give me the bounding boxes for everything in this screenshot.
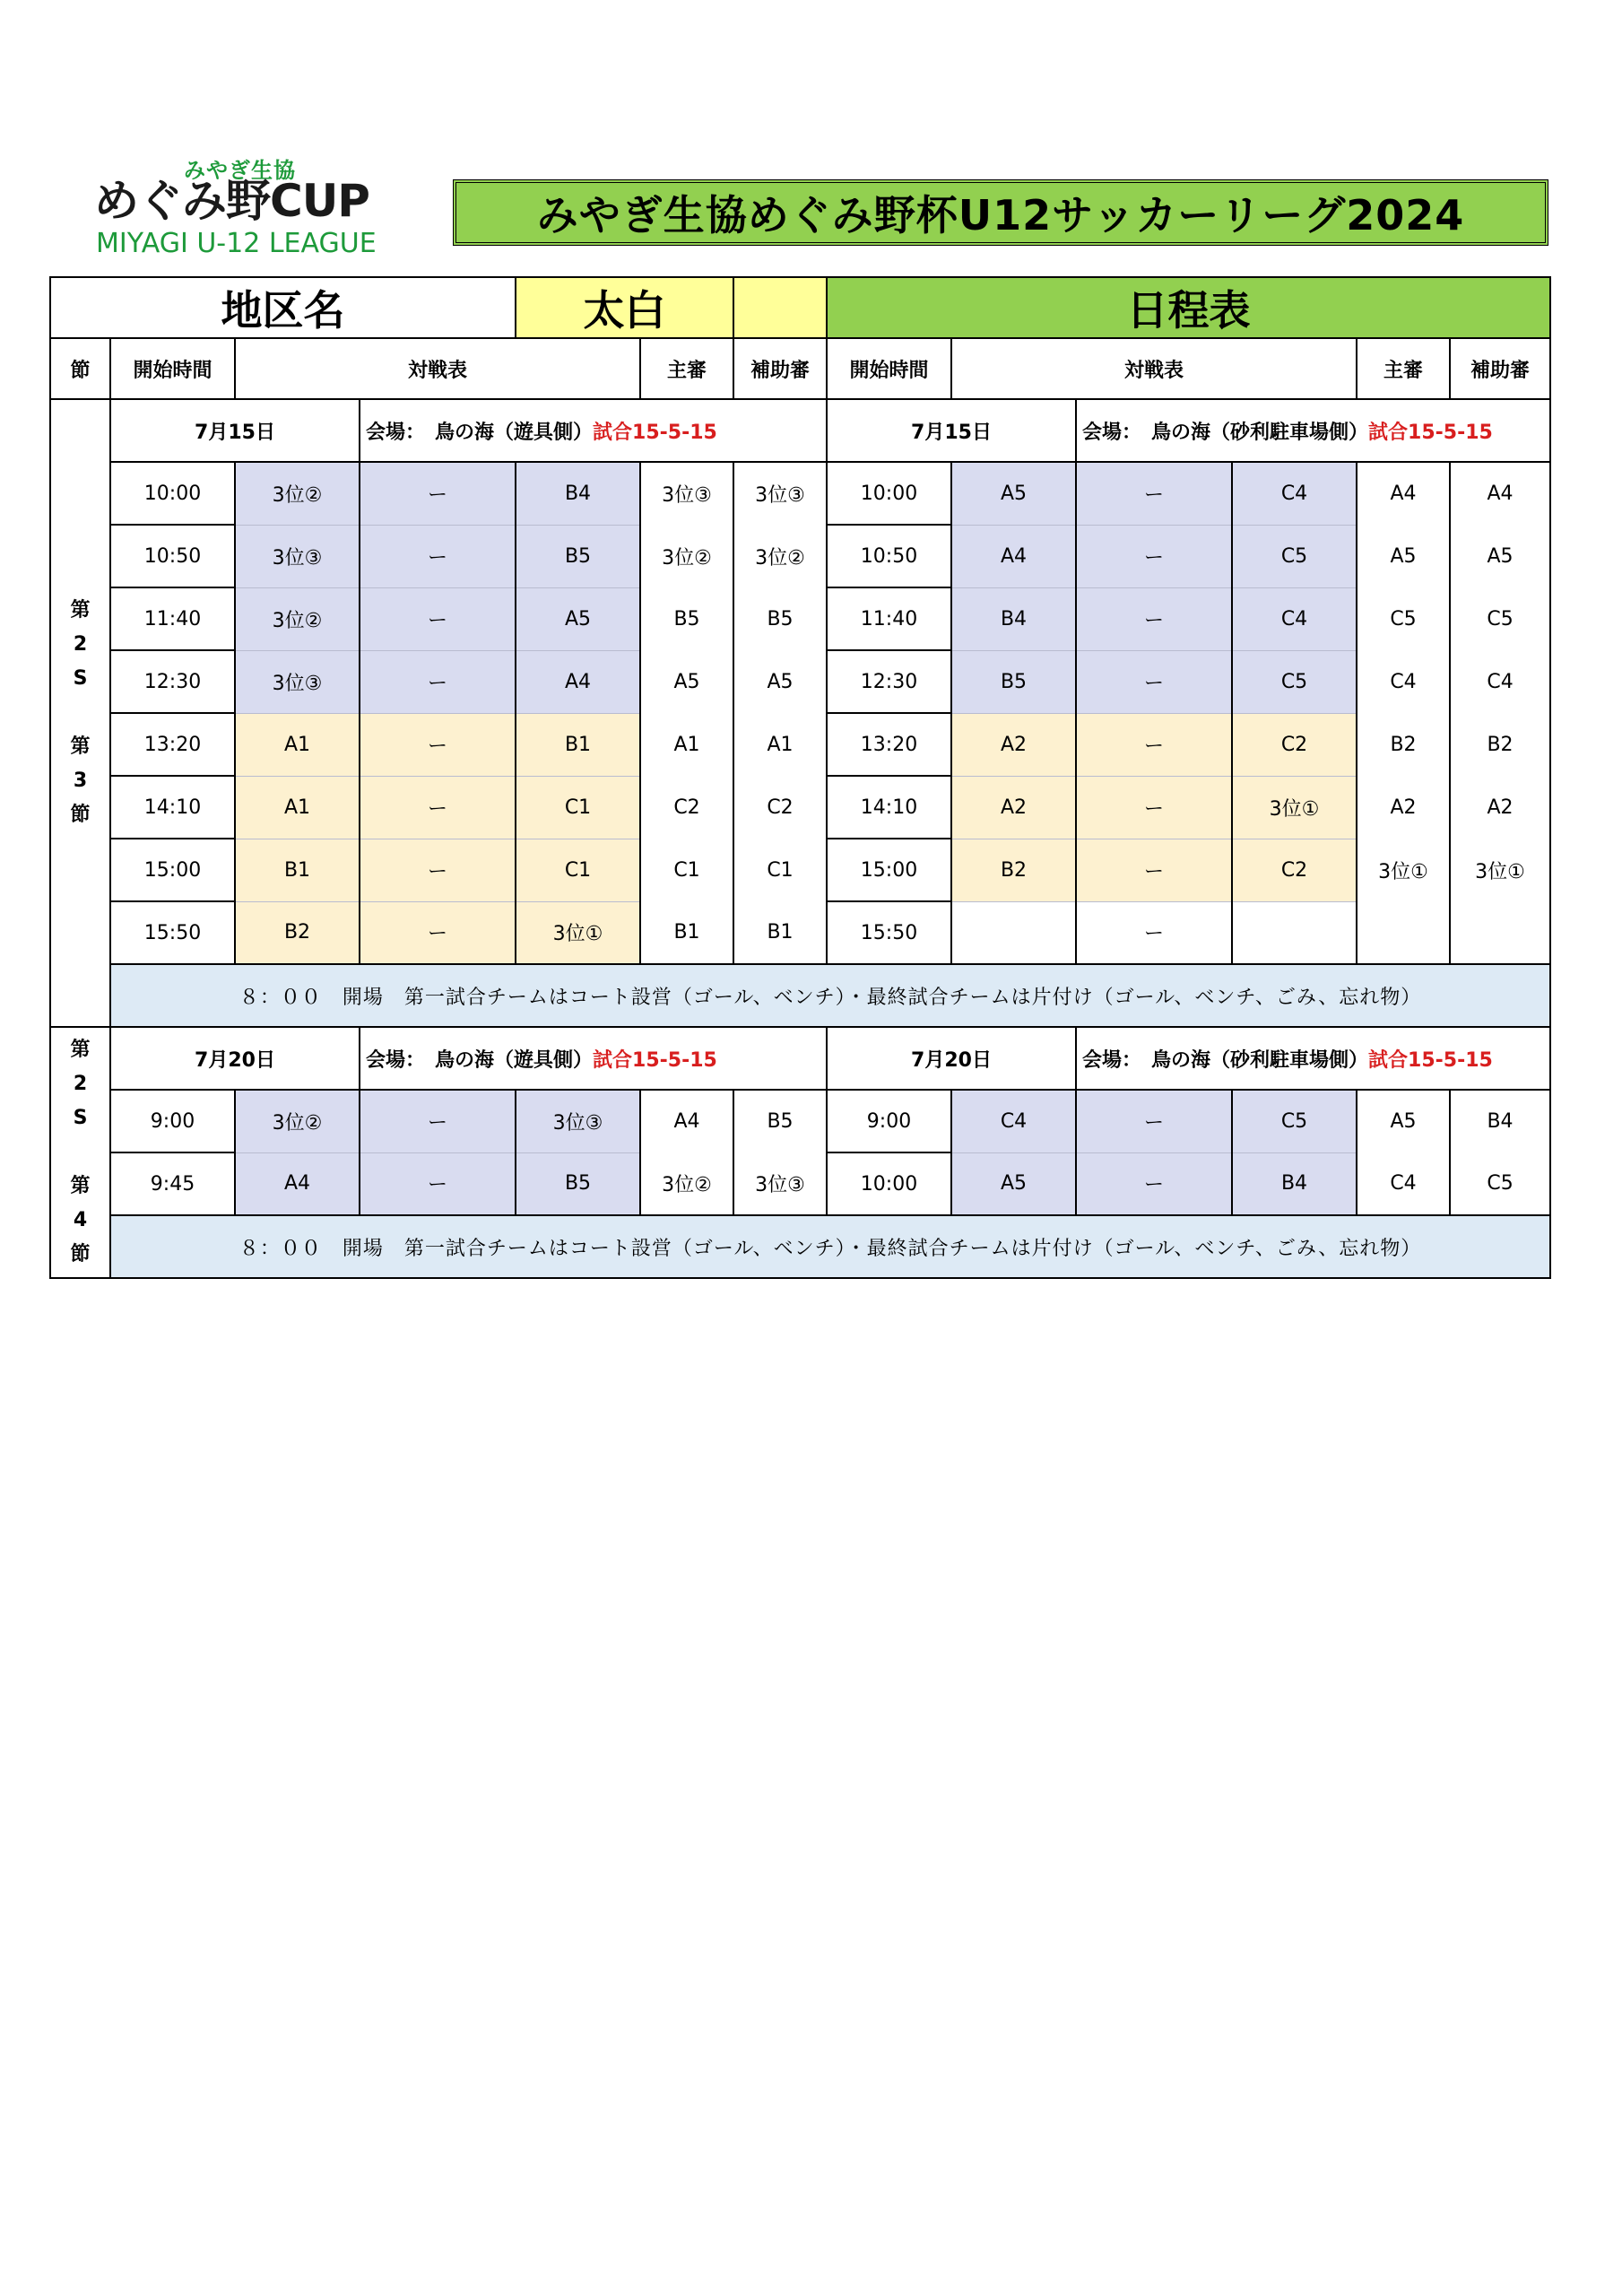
match-ast: A4: [1450, 462, 1550, 525]
match-row: [50, 713, 1550, 776]
match-row: [50, 650, 1550, 713]
match-ref: A5: [640, 650, 733, 713]
match-format: 試合15-5-15: [1368, 421, 1493, 444]
match-ref: [1357, 901, 1450, 964]
match-ref: A5: [1357, 1090, 1450, 1152]
col-matchup-right: 対戦表: [951, 338, 1357, 399]
match-time: 9:00: [827, 1090, 951, 1152]
match-away: A5: [516, 587, 640, 650]
match-time: 10:00: [110, 462, 235, 525]
match-ref: A4: [1357, 462, 1450, 525]
match-ref: C4: [1357, 650, 1450, 713]
match-ref: C1: [640, 839, 733, 901]
match-away: C5: [1232, 525, 1357, 587]
match-ast: A1: [733, 713, 827, 776]
section-label-char: 3: [73, 770, 88, 792]
match-home: A1: [235, 713, 360, 776]
section-label-char: 第: [70, 735, 91, 758]
district-value: 太白: [516, 277, 733, 338]
match-away: A4: [516, 650, 640, 713]
match-time: 13:20: [827, 713, 951, 776]
match-home: 3位②: [235, 462, 360, 525]
match-ref: B1: [640, 901, 733, 964]
match-away: C5: [1232, 650, 1357, 713]
match-home: A1: [235, 776, 360, 839]
district-row: [50, 277, 1550, 338]
col-start-time-left: 開始時間: [110, 338, 235, 399]
match-vs: ー: [1076, 776, 1232, 839]
match-ast: A2: [1450, 776, 1550, 839]
match-away: C1: [516, 776, 640, 839]
logo-cup-text-a: めぐみ: [94, 175, 226, 227]
match-ref: C5: [1357, 587, 1450, 650]
match-home: C4: [951, 1090, 1076, 1152]
section-label-char: [51, 1135, 109, 1170]
venue-name: 鳥の海（遊具側）: [435, 421, 594, 444]
district-label: 地区名: [50, 277, 516, 338]
match-ast: 3位②: [733, 525, 827, 587]
section-label-char: 第: [70, 1039, 91, 1061]
match-vs: ー: [360, 1090, 516, 1152]
match-away: C4: [1232, 587, 1357, 650]
match-vs: ー: [360, 587, 516, 650]
match-ast: C5: [1450, 1152, 1550, 1215]
match-home: A5: [951, 1152, 1076, 1215]
match-ref: B2: [1357, 713, 1450, 776]
match-ref: C2: [640, 776, 733, 839]
match-ast: C4: [1450, 650, 1550, 713]
section-label-char: 4: [73, 1209, 88, 1231]
section-label: [50, 399, 110, 1027]
match-vs: ー: [1076, 1090, 1232, 1152]
opening-note: ８：００ 開場 第一試合チームはコート設営（ゴール、ベンチ）・最終試合チームは片付け（ゴール、ベンチ、ごみ、忘れ物）: [110, 964, 1550, 1027]
match-away: 3位①: [1232, 776, 1357, 839]
match-time: 15:00: [827, 839, 951, 901]
section-label-char: 2: [73, 1073, 88, 1095]
schedule-sheet: [49, 276, 1549, 1279]
date-right: 7月15日: [827, 399, 1076, 462]
match-home: B2: [951, 839, 1076, 901]
district-extra: [733, 277, 827, 338]
match-home: A5: [951, 462, 1076, 525]
section-label-char: S: [73, 667, 88, 690]
page-title: みやぎ生協めぐみ野杯U12サッカーリーグ2024: [536, 191, 1465, 239]
match-time: 12:30: [110, 650, 235, 713]
match-time: 14:10: [827, 776, 951, 839]
match-home: B2: [235, 901, 360, 964]
match-home: B5: [951, 650, 1076, 713]
match-ast: B2: [1450, 713, 1550, 776]
match-row: [50, 1090, 1550, 1152]
match-row: [50, 587, 1550, 650]
match-home: 3位②: [235, 587, 360, 650]
schedule-label: 日程表: [827, 277, 1550, 338]
match-row: [50, 462, 1550, 525]
logo-cup-text-b: 野CUP: [226, 175, 369, 227]
match-time: 11:40: [827, 587, 951, 650]
match-away: B5: [516, 1152, 640, 1215]
venue-label: 会場：: [1082, 421, 1132, 444]
match-ref: 3位②: [640, 1152, 733, 1215]
match-vs: ー: [1076, 1152, 1232, 1215]
match-vs: ー: [1076, 462, 1232, 525]
match-home: A4: [235, 1152, 360, 1215]
match-away: 3位③: [516, 1090, 640, 1152]
logo-league-text: MIYAGI U-12 LEAGUE: [96, 228, 377, 259]
col-referee-left: 主審: [640, 338, 733, 399]
col-assistant-left: 補助審: [733, 338, 827, 399]
match-home: [951, 901, 1076, 964]
match-away: B4: [516, 462, 640, 525]
match-ast: B1: [733, 901, 827, 964]
col-section: 節: [50, 338, 110, 399]
match-ast: C1: [733, 839, 827, 901]
match-away: C1: [516, 839, 640, 901]
match-home: 3位③: [235, 650, 360, 713]
match-home: B1: [235, 839, 360, 901]
match-home: A2: [951, 776, 1076, 839]
match-home: A4: [951, 525, 1076, 587]
match-time: 15:50: [110, 901, 235, 964]
section-label-char: S: [73, 1107, 88, 1129]
match-ast: C5: [1450, 587, 1550, 650]
venue-right: [1076, 399, 1550, 462]
match-time: 12:30: [827, 650, 951, 713]
venue-gap: [415, 422, 435, 444]
match-ast: B4: [1450, 1090, 1550, 1152]
venue-gap: [1132, 1049, 1151, 1072]
match-ref: 3位②: [640, 525, 733, 587]
match-time: 10:00: [827, 462, 951, 525]
page-title-box: [453, 179, 1548, 246]
match-row: [50, 525, 1550, 587]
match-away: B5: [516, 525, 640, 587]
logo-coop-text: みやぎ生協: [184, 158, 296, 183]
venue-label: 会場：: [366, 421, 416, 444]
opening-note: ８：００ 開場 第一試合チームはコート設営（ゴール、ベンチ）・最終試合チームは片付け（ゴール、ベンチ、ごみ、忘れ物）: [110, 1215, 1550, 1278]
section-label-char: [51, 696, 109, 730]
match-format: 試合15-5-15: [593, 1048, 717, 1072]
match-ast: [1450, 901, 1550, 964]
match-row: [50, 901, 1550, 964]
match-row: [50, 839, 1550, 901]
match-row: [50, 776, 1550, 839]
col-matchup-left: 対戦表: [235, 338, 640, 399]
venue-row: [50, 399, 1550, 462]
match-vs: ー: [360, 525, 516, 587]
match-ref: B5: [640, 587, 733, 650]
section-label-char: 2: [73, 633, 88, 656]
match-ref: A2: [1357, 776, 1450, 839]
match-format: 試合15-5-15: [1368, 1048, 1493, 1072]
section-label: [50, 1027, 110, 1278]
match-time: 15:00: [110, 839, 235, 901]
venue-name: 鳥の海（遊具側）: [435, 1048, 594, 1072]
match-vs: ー: [1076, 713, 1232, 776]
match-away: B1: [516, 713, 640, 776]
match-away: B4: [1232, 1152, 1357, 1215]
match-vs: ー: [360, 1152, 516, 1215]
match-ast: B5: [733, 1090, 827, 1152]
date-left: 7月15日: [110, 399, 360, 462]
match-vs: ー: [1076, 650, 1232, 713]
match-away: 3位①: [516, 901, 640, 964]
match-ref: C4: [1357, 1152, 1450, 1215]
match-vs: ー: [360, 650, 516, 713]
match-format: 試合15-5-15: [593, 421, 717, 444]
date-left: 7月20日: [110, 1027, 360, 1090]
match-ast: 3位③: [733, 462, 827, 525]
match-vs: ー: [1076, 525, 1232, 587]
match-vs: ー: [1076, 901, 1232, 964]
match-vs: ー: [360, 713, 516, 776]
match-ref: A1: [640, 713, 733, 776]
venue-label: 会場：: [1082, 1048, 1132, 1072]
match-away: C2: [1232, 713, 1357, 776]
match-home: B4: [951, 587, 1076, 650]
match-away: C2: [1232, 839, 1357, 901]
date-right: 7月20日: [827, 1027, 1076, 1090]
venue-left: [360, 1027, 827, 1090]
venue-label: 会場：: [366, 1048, 416, 1072]
match-vs: ー: [360, 901, 516, 964]
match-time: 10:00: [827, 1152, 951, 1215]
section-label-char: 第: [70, 599, 91, 622]
col-assistant-right: 補助審: [1450, 338, 1550, 399]
match-time: 9:00: [110, 1090, 235, 1152]
match-ref: 3位①: [1357, 839, 1450, 901]
schedule-table: [49, 276, 1551, 1279]
venue-gap: [1132, 422, 1151, 444]
match-ast: A5: [733, 650, 827, 713]
match-ast: A5: [1450, 525, 1550, 587]
col-start-time-right: 開始時間: [827, 338, 951, 399]
match-away: C5: [1232, 1090, 1357, 1152]
match-home: 3位③: [235, 525, 360, 587]
match-ast: C2: [733, 776, 827, 839]
match-vs: ー: [360, 776, 516, 839]
match-away: C4: [1232, 462, 1357, 525]
match-ast: 3位①: [1450, 839, 1550, 901]
venue-right: [1076, 1027, 1550, 1090]
logo-cup-text: [94, 176, 369, 226]
match-vs: ー: [360, 839, 516, 901]
venue-row: [50, 1027, 1550, 1090]
match-time: 15:50: [827, 901, 951, 964]
match-vs: ー: [1076, 587, 1232, 650]
column-header-row: [50, 338, 1550, 399]
league-logo: [94, 152, 381, 260]
match-home: A2: [951, 713, 1076, 776]
match-ref: A4: [640, 1090, 733, 1152]
match-ref: A5: [1357, 525, 1450, 587]
match-time: 14:10: [110, 776, 235, 839]
match-time: 9:45: [110, 1152, 235, 1215]
note-row: [50, 964, 1550, 1027]
match-away: [1232, 901, 1357, 964]
match-time: 10:50: [110, 525, 235, 587]
section-label-char: 節: [70, 804, 91, 826]
match-ref: 3位③: [640, 462, 733, 525]
venue-name: 鳥の海（砂利駐車場側）: [1151, 1048, 1369, 1072]
match-ast: 3位③: [733, 1152, 827, 1215]
col-referee-right: 主審: [1357, 338, 1450, 399]
match-time: 11:40: [110, 587, 235, 650]
match-home: 3位②: [235, 1090, 360, 1152]
venue-left: [360, 399, 827, 462]
venue-name: 鳥の海（砂利駐車場側）: [1151, 421, 1369, 444]
match-time: 13:20: [110, 713, 235, 776]
match-ast: B5: [733, 587, 827, 650]
match-vs: ー: [1076, 839, 1232, 901]
match-time: 10:50: [827, 525, 951, 587]
match-vs: ー: [360, 462, 516, 525]
section-label-char: 節: [70, 1243, 91, 1265]
note-row: [50, 1215, 1550, 1278]
section-label-char: 第: [70, 1175, 91, 1197]
match-row: [50, 1152, 1550, 1215]
venue-gap: [415, 1049, 435, 1072]
